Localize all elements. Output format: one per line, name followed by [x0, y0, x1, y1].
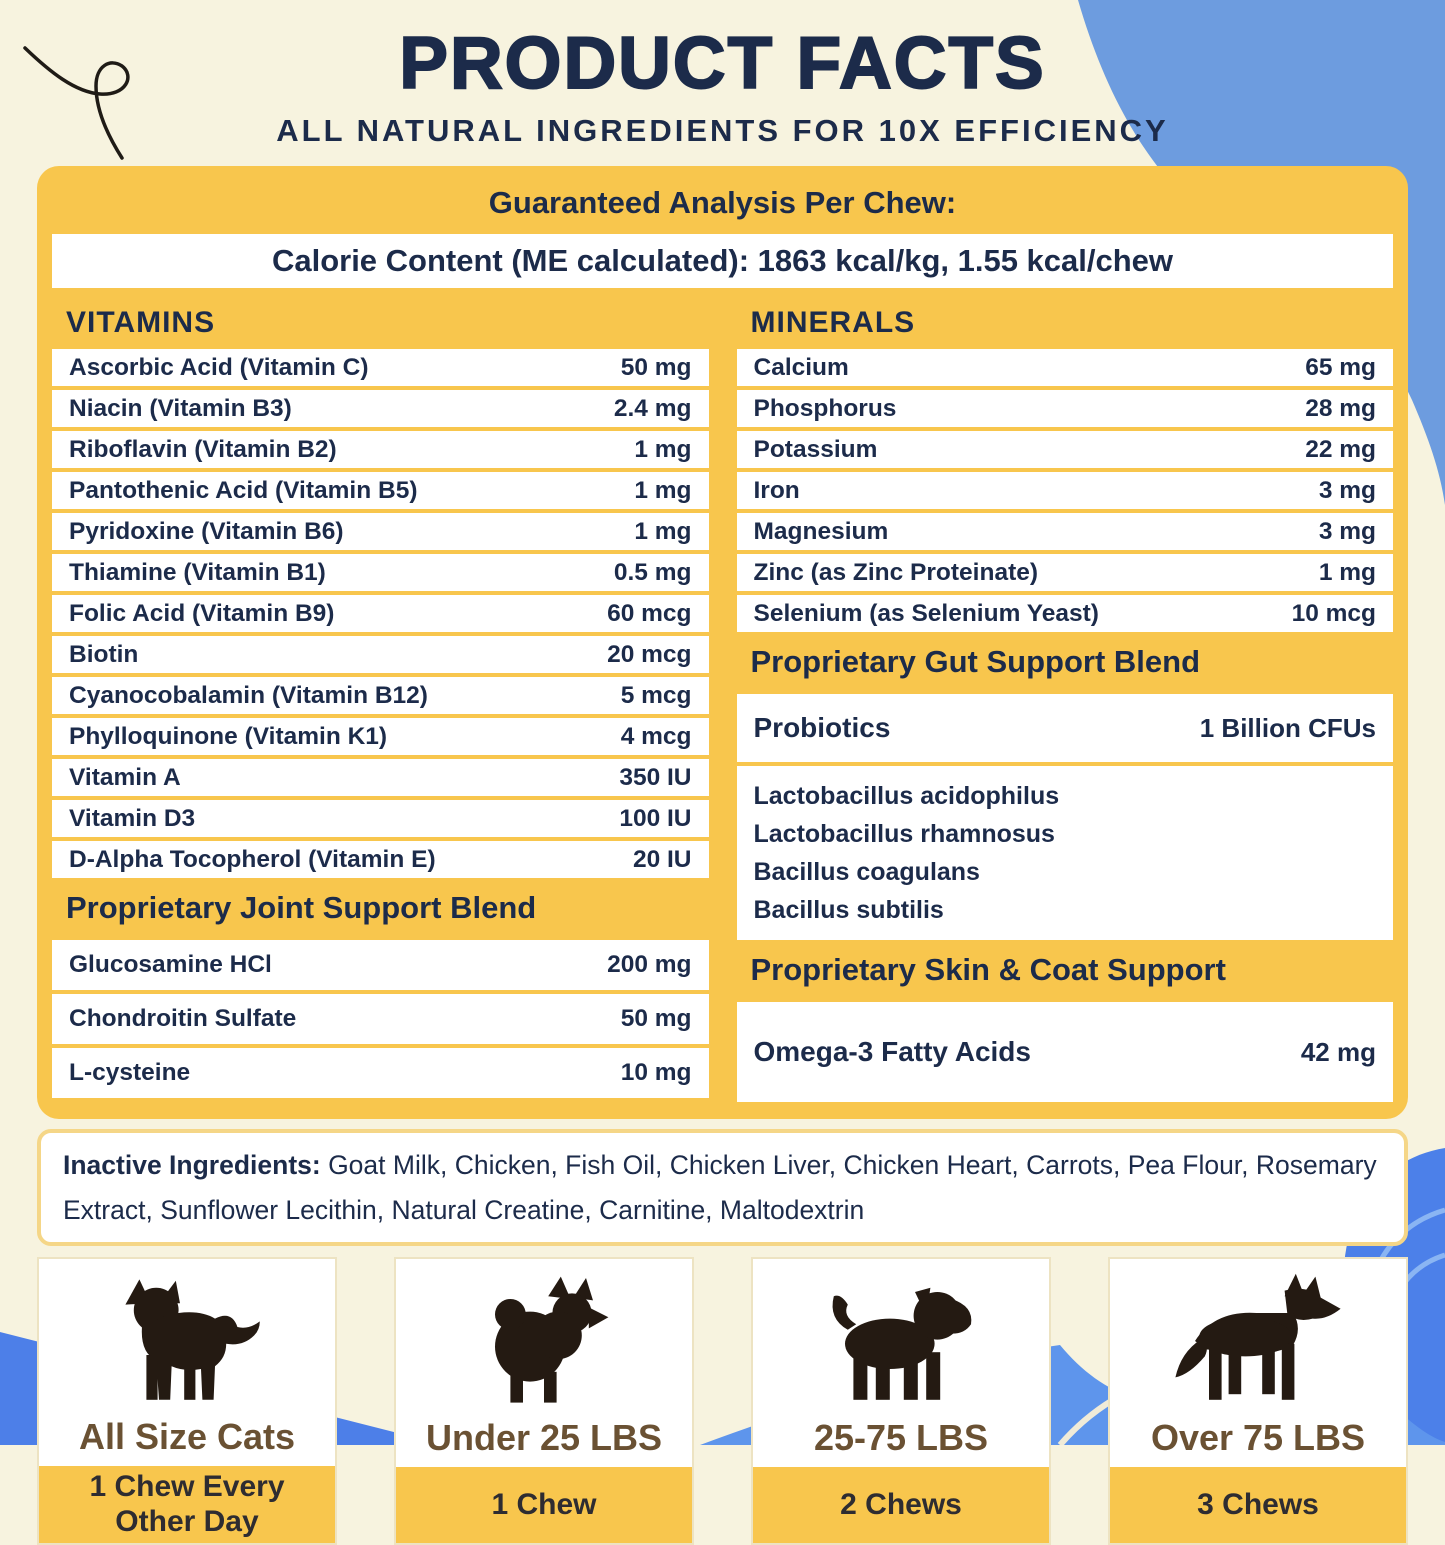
table-row	[52, 940, 709, 990]
ingredient-value: 28 mg	[1305, 394, 1376, 422]
ingredient-value: 65 mg	[1305, 353, 1376, 381]
strain-item: Lactobacillus acidophilus	[753, 782, 1060, 810]
table-row	[52, 431, 709, 468]
ingredient-value: 10 mcg	[1291, 599, 1376, 627]
ingredient-value: 100 IU	[619, 804, 692, 832]
ingredient-name: L-cysteine	[69, 1059, 191, 1086]
ingredient-name: Ascorbic Acid (Vitamin C)	[69, 353, 369, 381]
ingredient-name: Phosphorus	[753, 394, 897, 422]
ingredient-name: Pantothenic Acid (Vitamin B5)	[69, 476, 418, 504]
ingredient-value: 4 mcg	[620, 722, 692, 750]
table-row	[52, 595, 709, 632]
ingredient-name: Biotin	[69, 640, 139, 668]
ingredient-value: 22 mg	[1305, 435, 1376, 463]
ingredient-name: Folic Acid (Vitamin B9)	[69, 599, 335, 627]
ingredient-name: Riboflavin (Vitamin B2)	[69, 435, 337, 463]
table-row	[52, 1048, 709, 1098]
dosage-card-dose: 1 Chew	[396, 1467, 692, 1543]
vitamins-column	[52, 295, 709, 1102]
ingredient-name: Thiamine (Vitamin B1)	[69, 558, 326, 586]
skin-coat-support-header: Proprietary Skin & Coat Support	[750, 952, 1226, 987]
ingredient-value: 3 mg	[1318, 517, 1376, 545]
vitamins-header: VITAMINS	[66, 306, 216, 339]
table-row	[737, 513, 1394, 550]
table-row	[52, 349, 709, 386]
ingredient-value: 5 mcg	[620, 681, 692, 709]
ingredient-name: Niacin (Vitamin B3)	[69, 394, 292, 422]
ingredient-value: 1 mg	[634, 517, 692, 545]
ingredient-value: 1 mg	[1318, 558, 1376, 586]
table-row	[52, 513, 709, 550]
table-row	[52, 677, 709, 714]
ingredient-value: 0.5 mg	[613, 558, 692, 586]
table-row	[737, 595, 1394, 632]
ingredient-value: 200 mg	[607, 951, 692, 978]
table-row	[737, 390, 1394, 427]
ingredient-value: 20 mcg	[607, 640, 692, 668]
large-dog-icon	[1110, 1259, 1406, 1417]
table-row	[52, 636, 709, 673]
strain-item: Lactobacillus rhamnosus	[753, 820, 1055, 848]
probiotic-strains-list	[737, 766, 1394, 940]
minerals-column	[737, 295, 1394, 1106]
ingredient-value: 20 IU	[632, 845, 692, 873]
ingredient-value: 50 mg	[620, 1005, 692, 1032]
ingredient-name: Vitamin A	[69, 763, 181, 791]
omega-row	[737, 1002, 1394, 1102]
guaranteed-analysis-panel	[37, 166, 1408, 1119]
medium-dog-icon	[753, 1259, 1049, 1417]
ingredient-value: 1 mg	[634, 476, 692, 504]
calorie-content-row: Calorie Content (ME calculated): 1863 kcal/kg, 1.55 kcal/chew	[52, 234, 1393, 288]
dosage-card-label: All Size Cats	[78, 1416, 296, 1458]
page-title: PRODUCT FACTS	[399, 23, 1046, 104]
small-dog-icon	[396, 1259, 692, 1417]
ingredient-value: 350 IU	[619, 763, 692, 791]
dosage-card-label: 25-75 LBS	[813, 1417, 989, 1459]
inactive-ingredients-box	[37, 1129, 1408, 1246]
ingredient-value: 10 mg	[620, 1059, 692, 1086]
table-row	[737, 431, 1394, 468]
table-row	[52, 718, 709, 755]
ingredient-name: Phylloquinone (Vitamin K1)	[69, 722, 388, 750]
table-row	[52, 554, 709, 591]
dosage-card-cats	[37, 1257, 337, 1545]
dosage-card-25-75	[751, 1257, 1051, 1545]
strain-item: Bacillus subtilis	[753, 896, 944, 924]
ingredient-value: 1 Billion CFUs	[1199, 712, 1376, 743]
table-row	[52, 759, 709, 796]
ingredient-value: 42 mg	[1300, 1036, 1376, 1067]
probiotics-row	[737, 694, 1394, 762]
table-row	[52, 841, 709, 878]
ingredient-value: 3 mg	[1318, 476, 1376, 504]
ingredient-value: 2.4 mg	[613, 394, 692, 422]
table-row	[737, 349, 1394, 386]
dosage-card-over-75	[1108, 1257, 1408, 1545]
strain-item: Bacillus coagulans	[753, 858, 980, 886]
dosage-cards	[37, 1257, 1408, 1545]
ingredient-name: Glucosamine HCl	[69, 951, 272, 978]
table-row	[52, 390, 709, 427]
ingredient-name: Vitamin D3	[69, 804, 196, 832]
ingredient-name: Zinc (as Zinc Proteinate)	[753, 558, 1039, 586]
ingredient-name: Calcium	[753, 353, 849, 381]
dosage-card-under-25	[394, 1257, 694, 1545]
table-row	[737, 472, 1394, 509]
ingredient-name: Omega-3 Fatty Acids	[753, 1036, 1031, 1067]
ingredient-value: 60 mcg	[607, 599, 692, 627]
page-subtitle: ALL NATURAL INGREDIENTS FOR 10X EFFICIENCY	[276, 113, 1169, 148]
ingredient-value: 1 mg	[634, 435, 692, 463]
ingredient-name: Potassium	[753, 435, 878, 463]
dosage-card-label: Over 75 LBS	[1150, 1417, 1366, 1459]
table-row	[52, 472, 709, 509]
dosage-card-dose: 3 Chews	[1110, 1467, 1406, 1543]
ingredient-name: Cyanocobalamin (Vitamin B12)	[69, 681, 428, 709]
table-row	[52, 800, 709, 837]
ingredient-value: 50 mg	[620, 353, 692, 381]
dosage-card-label: Under 25 LBS	[425, 1417, 663, 1459]
ingredient-name: Pyridoxine (Vitamin B6)	[69, 517, 344, 545]
inactive-ingredients-text: Goat Milk, Chicken, Fish Oil, Chicken Liver, Chicken Heart, Carrots, Pea Flour, Rosemary Extract, Sunflower Lecithin, Natural Creatine, Carnitine, Maltodextrin	[63, 1150, 1377, 1225]
inactive-ingredients-label: Inactive Ingredients:	[63, 1150, 321, 1180]
joint-support-blend-header: Proprietary Joint Support Blend	[66, 890, 537, 925]
ingredient-name: Chondroitin Sulfate	[69, 1005, 297, 1032]
cat-icon	[39, 1259, 335, 1416]
dosage-card-dose: 2 Chews	[753, 1467, 1049, 1543]
table-row	[737, 554, 1394, 591]
ingredient-name: Probiotics	[753, 712, 891, 743]
ingredient-name: Selenium (as Selenium Yeast)	[753, 599, 1099, 627]
dosage-card-dose: 1 Chew Every Other Day	[39, 1466, 335, 1543]
gut-support-blend-header: Proprietary Gut Support Blend	[750, 644, 1201, 679]
ingredient-name: D-Alpha Tocopherol (Vitamin E)	[69, 845, 436, 873]
ingredient-name: Iron	[753, 476, 800, 504]
table-row	[52, 994, 709, 1044]
minerals-header: MINERALS	[750, 306, 916, 339]
analysis-banner: Guaranteed Analysis Per Chew:	[488, 185, 957, 220]
ingredient-name: Magnesium	[753, 517, 889, 545]
